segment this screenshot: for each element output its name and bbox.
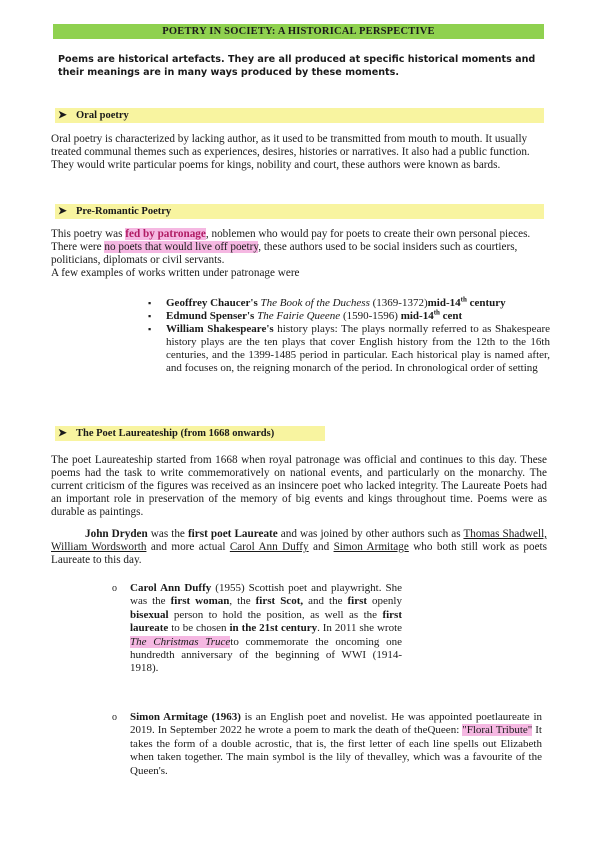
intro-paragraph: Poems are historical artefacts. They are all produced at specific historical moments and their meanings are in many ways produced by these moments. <box>58 54 536 78</box>
highlight-patronage: fed by patronage <box>125 228 206 240</box>
patronage-examples-list <box>148 297 550 375</box>
bullet-icon: ▪ <box>148 298 152 308</box>
armitage-item: o Simon Armitage (1963) is an English poet and novelist. He was appointed poetlaureate in 2019. In September 2022 he wrote a poem to mark the death of theQueen: "Floral Tribute" It takes the form of a double acrostic, that is, the first letter of each line spells out Elizabeth when taken together. The main symbol is the lily of thevalley, which was a favourite of the Queen's. <box>112 711 543 777</box>
oral-paragraph: Oral poetry is characterized by lacking author, as it used to be transmitted from mouth to mouth. It usually treated communal themes such as experiences, desires, histories or narratives. It also had a public function. They would write particular poems for kings, nobility and court, these authors were known as bards. <box>51 133 530 171</box>
bullet-icon: ▪ <box>148 324 152 334</box>
arrow-icon: ➤ <box>58 428 67 439</box>
list-item: ▪ Edmund Spenser's The Fairie Queene (1590-1596) mid-14th cent <box>148 308 463 322</box>
highlight-no-poets: no poets that would live off poetry <box>104 241 259 253</box>
arrow-icon: ➤ <box>58 110 67 121</box>
laureate-paragraph: The poet Laureateship started from 1668 when royal patronage was official and continues to this day. These poems had the task to write commemoratively on national events, and particularly on the monarchy. The current criticism of the figures was received as an insincere poet who lacked integrity. The Laureate Poets had an important role in preservation of the memory of big events and kings throughout time. Poems were as durable as paintings. <box>51 454 547 518</box>
section-heading-label: Oral poetry <box>76 110 129 121</box>
highlight-floral-tribute: "Floral Tribute" <box>462 724 533 737</box>
section-heading-label: Pre-Romantic Poetry <box>76 206 172 217</box>
duffy-item: o Carol Ann Duffy (1955) Scottish poet and playwright. She was the first woman, the first Scot, and the first openly bisexual person to hold the position, as well as the first laureate to be chosen in the 21st century. In 2011 she wrote The Christmas Truceto commemorate the oncoming one hundredth anniversary of the beginning of WWI (1914-1918). <box>112 582 403 675</box>
circle-bullet-icon: o <box>112 712 117 723</box>
laureate-authors-paragraph: John Dryden was the first poet Laureate and was joined by other authors such as Thomas Shadwell, William Wordsworth and more actual Carol Ann Duffy and Simon Armitage who both still work as poets Laureate to this day. <box>51 528 547 566</box>
section-heading-laureate <box>55 426 325 441</box>
circle-bullet-icon: o <box>112 583 117 594</box>
section-heading-oral <box>55 108 544 123</box>
highlight-christmas-truce: The Christmas Truce <box>130 635 231 648</box>
section-heading-label: The Poet Laureateship (from 1668 onwards) <box>76 428 275 439</box>
preromantic-paragraph: This poetry was fed by patronage, noblemen who would pay for poets to create their own personal pieces. There were no poets that would live off poetry, these authors used to be social insiders such as courtiers, politicians, diplomats or civil servants. A few examples of works written under patronage were <box>51 228 531 279</box>
arrow-icon: ➤ <box>58 206 67 217</box>
page-title: POETRY IN SOCIETY: A HISTORICAL PERSPECTIVE <box>53 24 544 39</box>
bullet-icon: ▪ <box>148 311 152 321</box>
list-item: ▪ William Shakespeare's history plays: The plays normally referred to as Shakespeare history plays are the ten plays that cover English history from the 12th to the 16th centuries, and the 1399-1485 period in particular. Each historical play is named after, and focuses on, the reigning monarch of the period. In chronological order of setting <box>148 323 550 374</box>
section-heading-preromantic <box>55 204 544 219</box>
list-item: ▪ Geoffrey Chaucer's The Book of the Duchess (1369-1372)mid-14th century <box>148 295 506 309</box>
patronage-examples-intro: A few examples of works written under patronage were <box>51 267 300 279</box>
